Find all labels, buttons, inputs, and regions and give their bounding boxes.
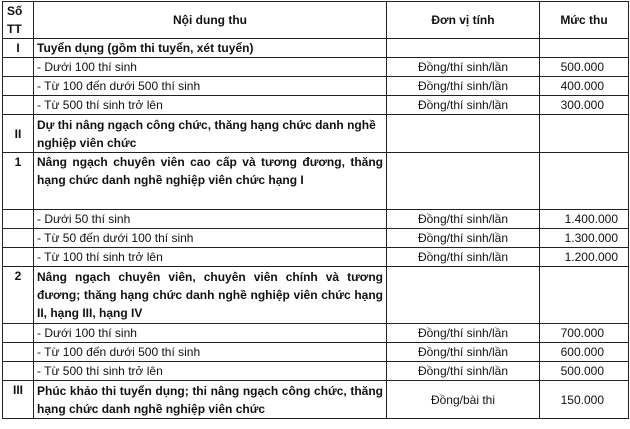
table-row [3,96,629,115]
row-content: - Từ 500 thí sinh trở lên [34,362,387,381]
row-stt: 2 [3,267,34,324]
header-unit: Đơn vị tính [387,2,540,39]
header-stt-line1: Số [7,4,23,18]
row-content: Phúc khảo thi tuyển dụng; thi nâng ngạch công chức, thăng hạng chức danh nghề nghiệp viên chức [34,381,387,419]
row-content: Nâng ngạch chuyên viên cao cấp và tương đương, thăng hạng chức danh nghề nghiệp viên chức hạng I [34,153,387,210]
row-amount [540,115,629,153]
section-row-iii [3,381,629,419]
row-stt [3,248,34,267]
row-unit [387,39,540,58]
row-content: - Dưới 50 thí sinh [34,210,387,229]
row-stt [3,96,34,115]
row-content: Dự thi nâng ngạch công chức, thăng hạng chức danh nghề nghiệp viên chức [34,115,387,153]
row-unit [387,115,540,153]
row-amount: 150.000 [540,381,629,419]
row-content: Tuyển dụng (gồm thi tuyển, xét tuyển) [34,39,387,58]
row-unit [387,153,540,210]
row-stt [3,343,34,362]
table-row [3,248,629,267]
row-unit: Đồng/thí sinh/lần [387,96,540,115]
row-amount: 600.000 [540,343,629,362]
row-unit: Đồng/thí sinh/lần [387,248,540,267]
fee-table [2,1,629,419]
row-unit: Đồng/thí sinh/lần [387,362,540,381]
row-unit: Đồng/thí sinh/lần [387,77,540,96]
row-content: - Từ 100 đến dưới 500 thí sinh [34,343,387,362]
row-amount: 500.000 [540,362,629,381]
table-row [3,343,629,362]
row-content: - Từ 100 thí sinh trở lên [34,248,387,267]
row-amount: 1.300.000 [540,229,629,248]
table-row [3,58,629,77]
section-row-ii [3,115,629,153]
row-unit: Đồng/thí sinh/lần [387,343,540,362]
row-content: - Dưới 100 thí sinh [34,58,387,77]
subsection-row-1 [3,153,629,210]
row-unit: Đồng/thí sinh/lần [387,210,540,229]
row-stt: III [3,381,34,419]
row-stt: II [3,115,34,153]
row-content: - Từ 50 đến dưới 100 thí sinh [34,229,387,248]
row-stt [3,362,34,381]
header-content: Nội dung thu [34,2,387,39]
row-amount: 1.400.000 [540,210,629,229]
row-content: - Từ 500 thí sinh trở lên [34,96,387,115]
row-stt [3,210,34,229]
row-unit: Đồng/thí sinh/lần [387,324,540,343]
row-amount: 400.000 [540,77,629,96]
section-row-i [3,39,629,58]
row-amount: 300.000 [540,96,629,115]
row-amount: 700.000 [540,324,629,343]
header-amount: Mức thu [540,2,629,39]
row-content: - Từ 100 đến dưới 500 thí sinh [34,77,387,96]
header-row [3,2,629,39]
row-amount [540,267,629,324]
table-row [3,77,629,96]
row-stt [3,324,34,343]
row-stt [3,229,34,248]
row-amount [540,153,629,210]
row-stt [3,58,34,77]
row-unit: Đồng/thí sinh/lần [387,58,540,77]
table-row [3,324,629,343]
row-amount [540,39,629,58]
row-amount: 500.000 [540,58,629,77]
table-row [3,210,629,229]
row-stt [3,77,34,96]
table-row [3,362,629,381]
row-unit: Đồng/bài thi [387,381,540,419]
subsection-row-2 [3,267,629,324]
row-content: Nâng ngạch chuyên viên, chuyên viên chính và tương đương; thăng hạng chức danh nghề nghiệp viên chức hạng II, hạng III, hạng IV [34,267,387,324]
row-unit [387,267,540,324]
header-stt-line2: TT [7,22,22,36]
row-stt: I [3,39,34,58]
table-row [3,229,629,248]
row-stt: 1 [3,153,34,210]
row-content: - Dưới 100 thí sinh [34,324,387,343]
header-stt [3,2,34,39]
row-unit: Đồng/thí sinh/lần [387,229,540,248]
row-amount: 1.200.000 [540,248,629,267]
